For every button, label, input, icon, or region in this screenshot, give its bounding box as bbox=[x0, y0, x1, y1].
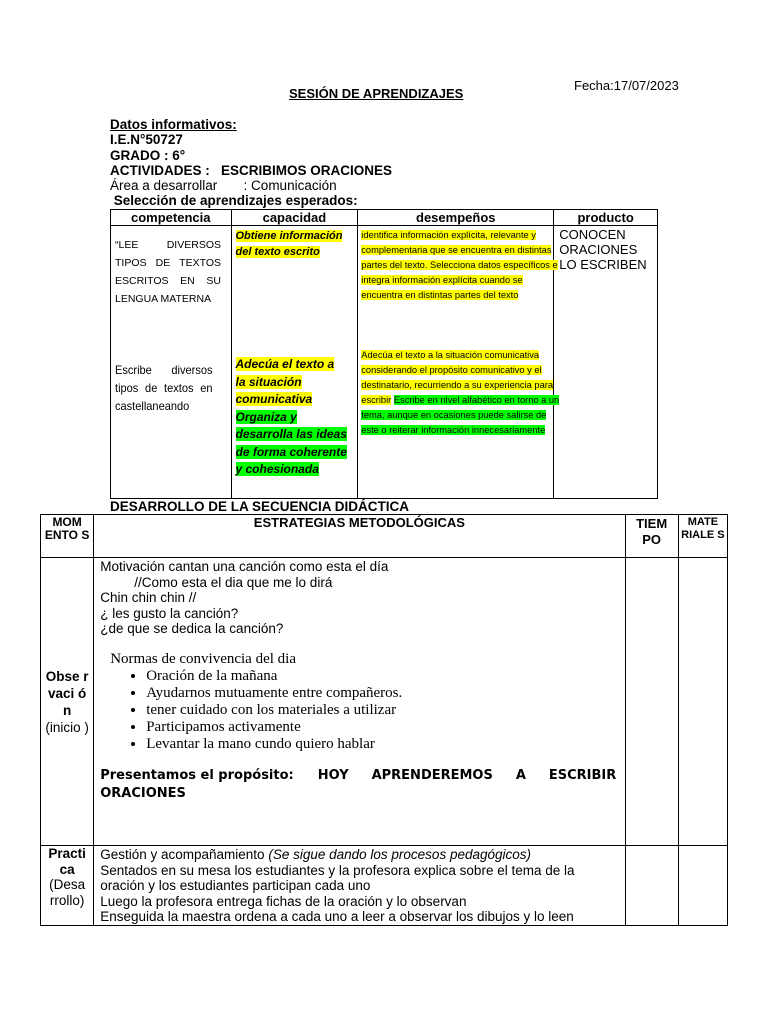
norm-item: • tener cuidado con los materiales a utilizar bbox=[146, 702, 618, 719]
sequence-title: DESARROLLO DE LA SECUENCIA DIDÁCTICA bbox=[110, 499, 410, 514]
moment-practica-label: Practi ca bbox=[48, 846, 86, 877]
song-line-2: Chin chin chin // bbox=[100, 590, 197, 605]
norm-item: • Levantar la mano cundo quiero hablar bbox=[146, 736, 618, 753]
purpose-line bbox=[100, 767, 616, 785]
school-id: I.E.N°50727 bbox=[110, 132, 183, 147]
competencia-2: Escribe diversos tipos de textos en castellaneando bbox=[115, 363, 213, 413]
area: Área a desarrollar : Comunicación bbox=[110, 178, 337, 193]
materials-cell-1 bbox=[678, 558, 727, 846]
desempenos-cell bbox=[358, 226, 560, 499]
header-producto: producto bbox=[554, 210, 658, 226]
observacion-strategies bbox=[94, 558, 625, 846]
capacidad-1: Obtiene información del texto escrito bbox=[235, 230, 343, 258]
practica-strategies bbox=[94, 846, 625, 926]
desempeno-2a: Adecúa el texto a la situación comunicativa considerando el propósito comunicativo y el destinatario, recurriendo a su experiencia para escribir bbox=[361, 350, 554, 405]
moment-observacion-label: Obse rvaci ón bbox=[45, 668, 89, 718]
song-line-1: //Como esta el dia que me lo dirá bbox=[134, 574, 333, 590]
activities: ACTIVIDADES : ESCRIBIMOS ORACIONES bbox=[110, 163, 393, 178]
selection-heading: Selección de aprendizajes esperados: bbox=[110, 193, 358, 208]
date-label: Fecha:17/07/2023 bbox=[574, 78, 679, 93]
header-competencia: competencia bbox=[111, 210, 232, 226]
moment-observacion bbox=[41, 558, 94, 846]
desempeno-2b: Escribe en nivel alfabético en torno a un tema, aunque en ocasiones puede salirse de este o reiterar información innecesariamente bbox=[361, 395, 560, 435]
gestion-note: (Se sigue dando los procesos pedagógicos) bbox=[268, 847, 531, 862]
gestion-label: Gestión y acompañamiento bbox=[100, 847, 265, 862]
header-capacidad: capacidad bbox=[231, 210, 358, 226]
norms-list bbox=[100, 668, 618, 753]
practica-line-1: Sentados en su mesa los estudiantes y la profesora explica sobre el tema de la oración y los estudiantes participan cada uno bbox=[100, 862, 575, 893]
moment-observacion-sub: (inicio ) bbox=[45, 719, 89, 735]
norm-item: • Ayudarnos mutuamente entre compañeros. bbox=[146, 685, 618, 702]
header-estrategias: ESTRATEGIAS METODOLÓGICAS bbox=[94, 515, 625, 558]
competencia-cell bbox=[111, 226, 232, 499]
practica-line-2: Luego la profesora entrega fichas de la oración y lo observan bbox=[100, 893, 467, 909]
header-momentos: MOM ENTO S bbox=[41, 515, 94, 558]
header-tiempo: TIEM PO bbox=[625, 515, 678, 558]
norms-title: Normas de convivencia del dia bbox=[110, 650, 296, 667]
capacidad-2a: Adecúa el texto a la situación comunicativa bbox=[235, 357, 335, 406]
time-cell-2 bbox=[625, 846, 678, 926]
question-1: ¿ les gusto la canción? bbox=[100, 605, 239, 621]
gestion-line bbox=[100, 847, 618, 863]
document-title: SESIÓN DE APRENDIZAJES bbox=[289, 86, 464, 101]
purpose-label: Presentamos el propósito: bbox=[100, 767, 294, 783]
purpose-text-2: ORACIONES bbox=[100, 785, 186, 801]
grade: GRADO : 6° bbox=[110, 148, 186, 163]
info-heading: Datos informativos: bbox=[110, 117, 237, 132]
time-cell-1 bbox=[625, 558, 678, 846]
producto-cell bbox=[554, 226, 658, 499]
capacidad-2b: Organiza y desarrolla las ideas de forma coherente y cohesionada bbox=[235, 409, 347, 476]
learning-table bbox=[110, 209, 658, 499]
norm-item: • Oración de la mañana bbox=[146, 668, 618, 685]
header-materiales: MATE RIALE S bbox=[678, 515, 727, 558]
header-desempenos: desempeños bbox=[358, 210, 554, 226]
sequence-table bbox=[40, 514, 728, 926]
norm-item: • Participamos activamente bbox=[146, 719, 618, 736]
practica-line-3: Enseguida la maestra ordena a cada uno a leer a observar los dibujos y lo leen bbox=[100, 909, 574, 924]
materials-cell-2 bbox=[678, 846, 727, 926]
desempeno-1: identifica información explícita, relevante y complementaria que se encuentra en distintas partes del texto. Selecciona datos específicos e integra información explícita cuando se encuentra en distintas partes del texto bbox=[361, 230, 558, 300]
capacidad-cell bbox=[231, 226, 358, 499]
purpose-text-1: HOY APRENDEREMOS A ESCRIBIR bbox=[317, 767, 617, 783]
moment-practica bbox=[41, 846, 94, 926]
moment-practica-sub: (Desa rrollo) bbox=[49, 877, 86, 908]
producto-text: CONOCEN ORACIONES LO ESCRIBEN bbox=[559, 227, 647, 272]
competencia-1: “LEE DIVERSOS TIPOS DE TEXTOS ESCRITOS EN SU LENGUA MATERNA bbox=[115, 239, 221, 305]
motivation-line: Motivación cantan una canción como esta el día bbox=[100, 559, 389, 574]
question-2: ¿de que se dedica la canción? bbox=[100, 621, 284, 636]
